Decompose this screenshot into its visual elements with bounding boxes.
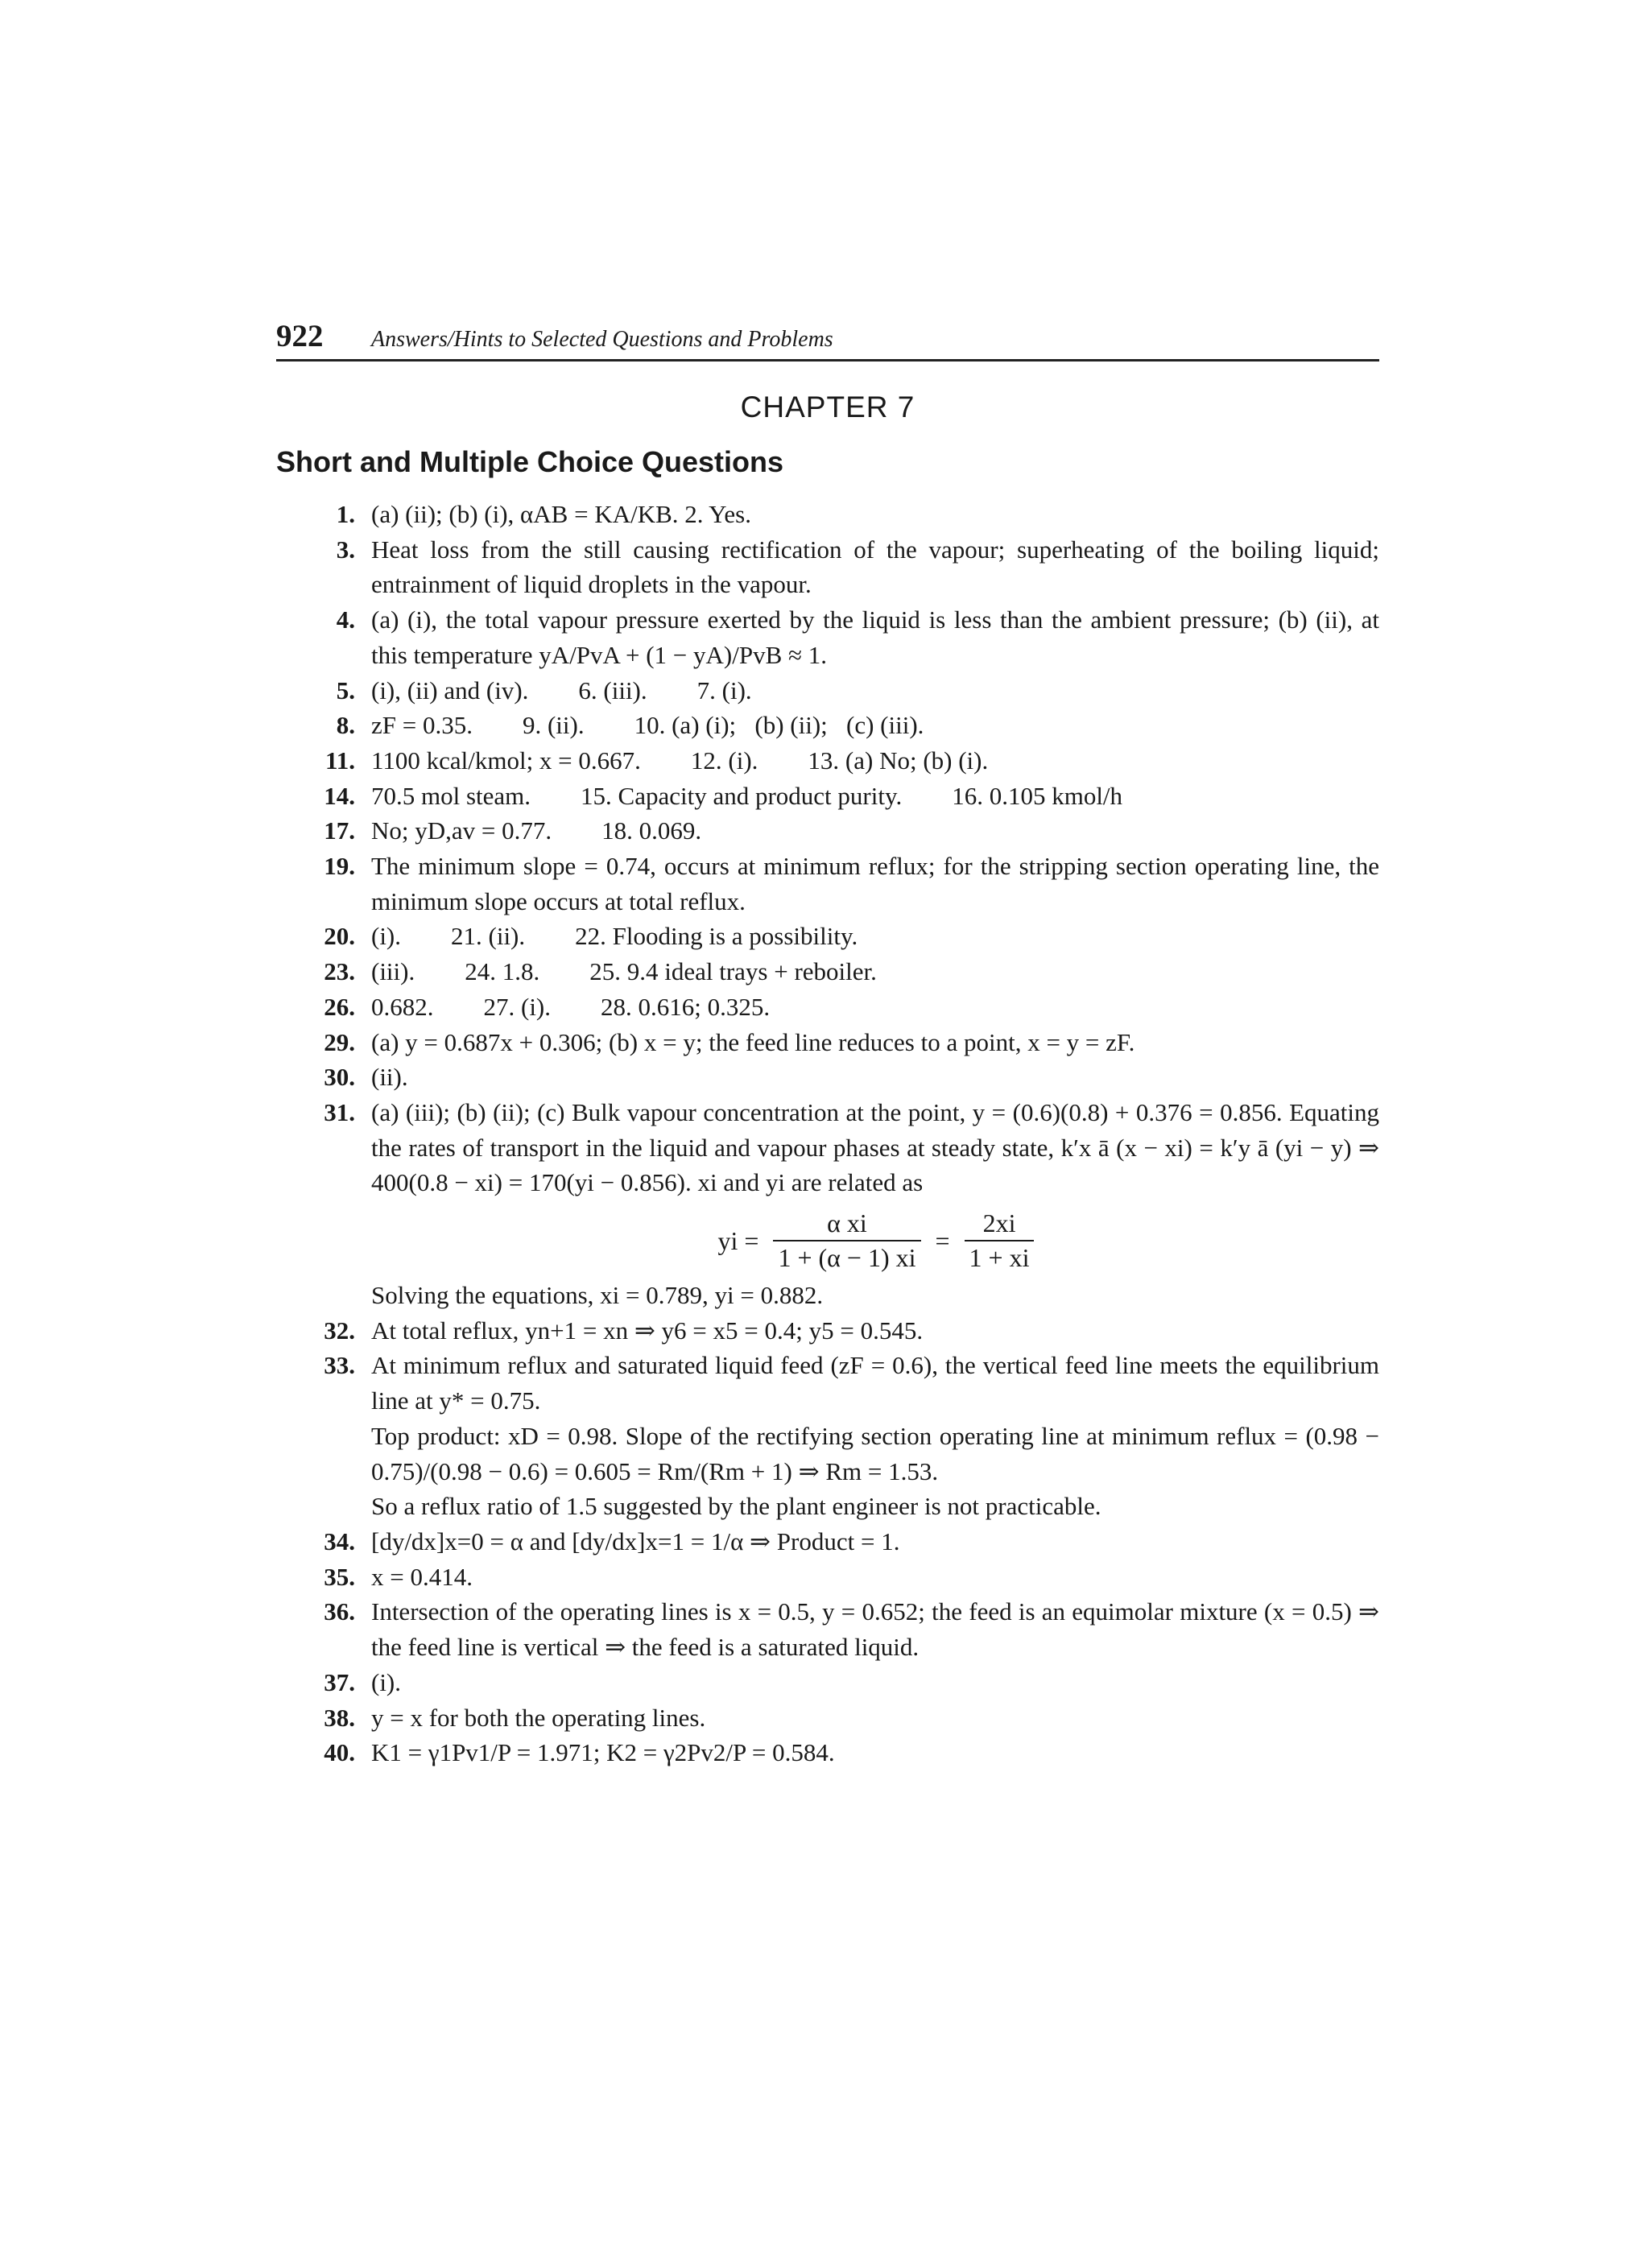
- answer-number: 36.: [324, 1597, 355, 1626]
- answer-item: [276, 1348, 1379, 1418]
- answer-text: 70.5 mol steam. 15. Capacity and product purity. 16. 0.105 kmol/h: [371, 781, 1123, 810]
- section-title: Short and Multiple Choice Questions: [276, 445, 784, 478]
- answer-text: y = x for both the operating lines.: [371, 1703, 706, 1732]
- answer-item: [276, 497, 1379, 532]
- answer-text: Top product: xD = 0.98. Slope of the rectifying section operating line at minimum reflux = (0.98 − 0.75)/(0.98 − 0.6) = 0.605 = Rm/(Rm + 1) ⇒ Rm = 1.53.: [371, 1421, 1379, 1485]
- answer-number: 32.: [324, 1316, 355, 1345]
- answer-number: 33.: [324, 1351, 355, 1380]
- answer-number: 37.: [324, 1667, 355, 1696]
- chapter-title: CHAPTER 7: [740, 390, 915, 423]
- answer-item: [276, 1735, 1379, 1770]
- answer-text: At total reflux, yn+1 = xn ⇒ y6 = x5 = 0.4; y5 = 0.545.: [371, 1316, 924, 1345]
- answer-text: x = 0.414.: [371, 1562, 473, 1591]
- answer-item: [276, 1025, 1379, 1060]
- answer-number: 34.: [324, 1526, 355, 1555]
- answer-item: [276, 919, 1379, 954]
- fraction-2: [965, 1208, 1035, 1273]
- answer-text: [dy/dx]x=0 = α and [dy/dx]x=1 = 1/α ⇒ Product = 1.: [371, 1526, 900, 1555]
- answer-number: 35.: [324, 1562, 355, 1591]
- answer-text: (a) (i), the total vapour pressure exerted by the liquid is less than the ambient pressure; (b) (ii), at this temperature yA/PvA + (1 − yA)/PvB ≈ 1.: [371, 605, 1379, 669]
- document-page: [276, 318, 1379, 1770]
- running-title: Answers/Hints to Selected Questions and Problems: [371, 327, 833, 352]
- answer-number: 4.: [336, 605, 355, 634]
- answer-text: K1 = γ1Pv1/P = 1.971; K2 = γ2Pv2/P = 0.584.: [371, 1738, 835, 1767]
- answer-item: [276, 1278, 1379, 1313]
- answer-text: So a reflux ratio of 1.5 suggested by the plant engineer is not practicable.: [371, 1492, 1101, 1521]
- answer-text: Solving the equations, xi = 0.789, yi = 0.882.: [371, 1281, 824, 1310]
- answer-item: [276, 1095, 1379, 1200]
- answer-text: (i).: [371, 1667, 402, 1696]
- answer-number: 5.: [336, 675, 355, 704]
- answer-number: 8.: [336, 711, 355, 740]
- answer-text: Heat loss from the still causing rectification of the vapour; superheating of the boiling liquid; entrainment of liquid droplets in the vapour.: [371, 535, 1379, 599]
- answer-text: No; yD,av = 0.77. 18. 0.069.: [371, 816, 702, 845]
- answer-text: (iii). 24. 1.8. 25. 9.4 ideal trays + reboiler.: [371, 957, 877, 986]
- formula-equals: =: [935, 1225, 950, 1255]
- answer-item: [276, 673, 1379, 708]
- answer-item: [276, 1419, 1379, 1489]
- answer-item: [276, 602, 1379, 672]
- answer-item: [276, 1060, 1379, 1095]
- answer-number: 20.: [324, 922, 355, 951]
- running-header: [276, 318, 1379, 361]
- fraction-1: [773, 1208, 920, 1273]
- page-number: 922: [276, 319, 324, 353]
- answer-number: 14.: [324, 781, 355, 810]
- answer-number: 38.: [324, 1703, 355, 1732]
- answer-number: 40.: [324, 1738, 355, 1767]
- answer-item: [276, 1560, 1379, 1595]
- answer-text: 0.682. 27. (i). 28. 0.616; 0.325.: [371, 992, 771, 1021]
- answer-list-continued: [276, 1278, 1379, 1770]
- answer-text: (a) y = 0.687x + 0.306; (b) x = y; the feed line reduces to a point, x = y = zF.: [371, 1027, 1135, 1056]
- answer-text: zF = 0.35. 9. (ii). 10. (a) (i); (b) (ii); (c) (iii).: [371, 711, 924, 740]
- answer-text: (i), (ii) and (iv). 6. (iii). 7. (i).: [371, 675, 752, 704]
- answer-item: [276, 813, 1379, 849]
- answer-number: 26.: [324, 992, 355, 1021]
- answer-number: 1.: [336, 500, 355, 528]
- answer-number: [276, 1419, 371, 1489]
- answer-number: 29.: [324, 1027, 355, 1056]
- answer-number: 11.: [324, 746, 355, 775]
- answer-item: [276, 743, 1379, 779]
- answer-number: 3.: [336, 535, 355, 564]
- answer-number: 31.: [324, 1097, 355, 1126]
- equilibrium-formula: [371, 1208, 1379, 1273]
- answer-item: [276, 1489, 1379, 1524]
- answer-item: [276, 532, 1379, 602]
- answer-number: 23.: [324, 957, 355, 986]
- answer-item: [276, 849, 1379, 919]
- answer-item: [276, 1700, 1379, 1736]
- answer-item: [276, 1524, 1379, 1560]
- formula-lhs: yi =: [717, 1225, 759, 1255]
- answer-item: [276, 1665, 1379, 1700]
- answer-item: [276, 954, 1379, 989]
- fraction-2-numerator: 2xi: [982, 1208, 1016, 1238]
- fraction-1-numerator: α xi: [827, 1208, 867, 1238]
- answer-number: 17.: [324, 816, 355, 845]
- answer-number: 19.: [324, 852, 355, 881]
- fraction-2-denominator: 1 + xi: [965, 1240, 1035, 1273]
- answer-text: At minimum reflux and saturated liquid feed (zF = 0.6), the vertical feed line meets the equilibrium line at y* = 0.75.: [371, 1351, 1379, 1415]
- answer-text: 1100 kcal/kmol; x = 0.667. 12. (i). 13. (a) No; (b) (i).: [371, 746, 989, 775]
- answer-item: [276, 989, 1379, 1025]
- answer-text: Intersection of the operating lines is x = 0.5, y = 0.652; the feed is an equimolar mixture (x = 0.5) ⇒ the feed line is vertical ⇒ the feed is a saturated liquid.: [371, 1597, 1379, 1662]
- answer-text: (a) (ii); (b) (i), αAB = KA/KB. 2. Yes.: [371, 500, 751, 528]
- fraction-1-denominator: 1 + (α − 1) xi: [773, 1240, 920, 1273]
- answer-item: [276, 708, 1379, 743]
- answer-number: [276, 1489, 371, 1524]
- answer-item: [276, 779, 1379, 814]
- answer-number: [276, 1278, 371, 1313]
- answer-item: [276, 1594, 1379, 1664]
- answer-text: (a) (iii); (b) (ii); (c) Bulk vapour concentration at the point, y = (0.6)(0.8) + 0.376 = 0.856. Equating the rates of transport in the liquid and vapour phases at steady state, k′x ā (x − xi) = k′y ā (yi − y) ⇒ 400(0.8 − xi) = 170(yi − 0.856). xi and yi are related as: [371, 1097, 1379, 1197]
- answer-item: [276, 1313, 1379, 1349]
- answer-text: (i). 21. (ii). 22. Flooding is a possibility.: [371, 922, 858, 951]
- answer-number: 30.: [324, 1063, 355, 1092]
- answer-list: [276, 497, 1379, 1200]
- answer-text: (ii).: [371, 1063, 408, 1092]
- answer-text: The minimum slope = 0.74, occurs at minimum reflux; for the stripping section operating line, the minimum slope occurs at total reflux.: [371, 852, 1379, 915]
